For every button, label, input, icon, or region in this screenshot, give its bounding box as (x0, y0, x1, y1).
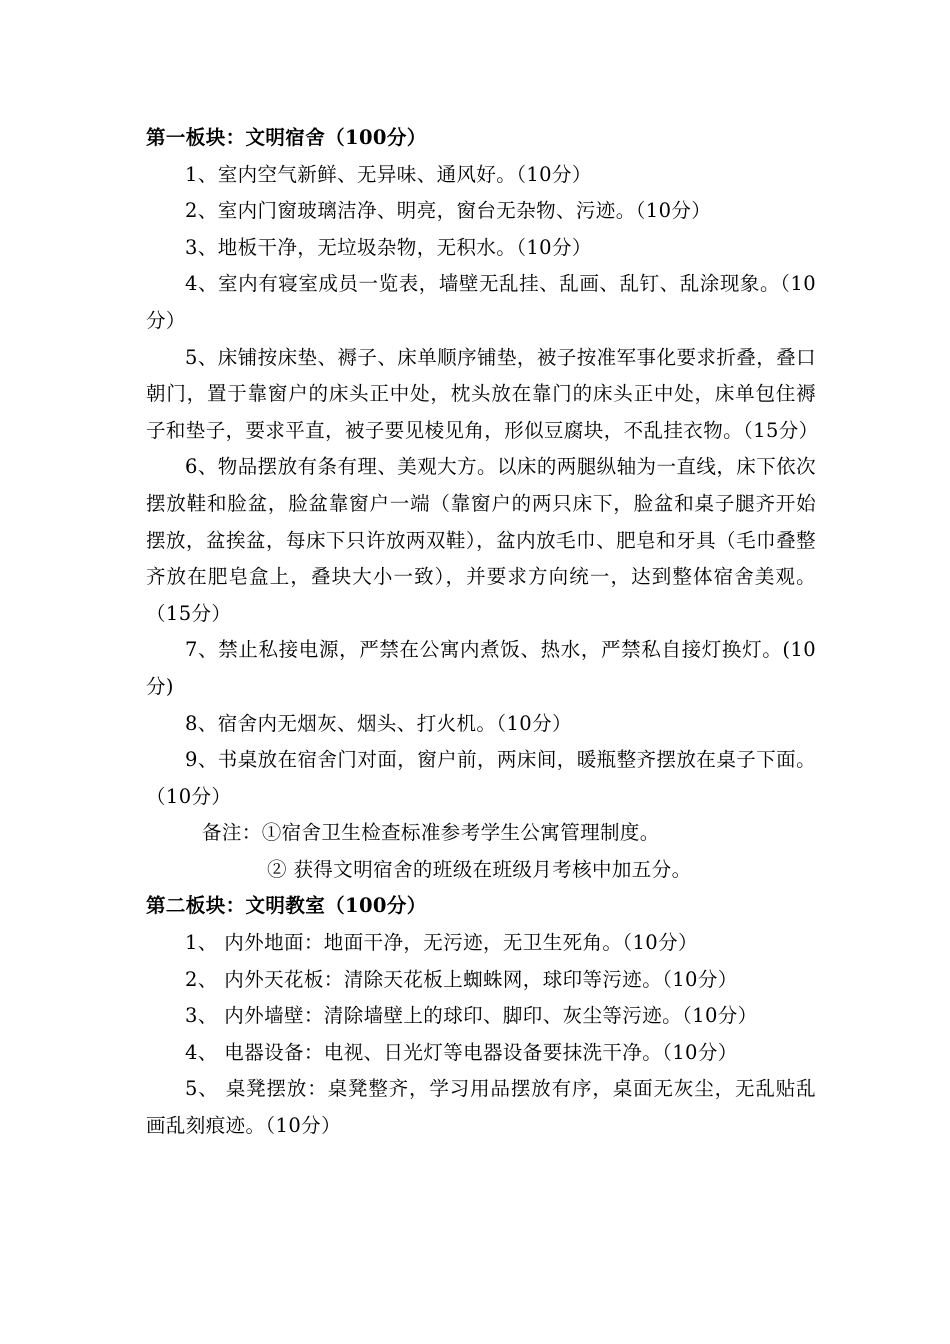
section-1-item-5: 5、床铺按床垫、褥子、床单顺序铺垫，被子按准军事化要求折叠，叠口朝门，置于靠窗户的床头正中处，枕头放在靠门的床头正中处，床单包住褥子和垫子，要求平直，被子要见棱见角，形似豆腐块，不乱挂衣物。（15分） (146, 345, 819, 442)
section-1-item-8: 8、宿舍内无烟灰、烟头、打火机。（10分） (185, 711, 572, 735)
section-1-item-4: 4、室内有寝室成员一览表，墙壁无乱挂、乱画、乱钉、乱涂现象。（10分） (146, 272, 816, 332)
section-2-item-4: 4、 电器设备：电视、日光灯等电器设备要抹洗干净。（10分） (185, 1040, 738, 1064)
section-1-item-2: 2、室内门窗玻璃洁净、明亮，窗台无杂物、污迹。（10分） (185, 199, 712, 223)
section-2-item-5: 5、 桌凳摆放：桌凳整齐，学习用品摆放有序，桌面无灰尘，无乱贴乱画乱刻痕迹。（10分） (146, 1077, 816, 1138)
section-2-item-2: 2、 内外天花板：清除天花板上蜘蛛网，球印等污迹。（10分） (185, 967, 738, 991)
section-2-item-1: 1、 内外地面：地面干净，无污迹，无卫生死角。（10分） (185, 931, 698, 955)
section-1-title: 第一板块：文明宿舍（100分） (146, 126, 427, 149)
document-page (146, 120, 819, 1145)
section-1-note-2: ② 获得文明宿舍的班级在班级月考核中加五分。 (267, 857, 692, 881)
section-2-title: 第二板块：文明教室（100分） (146, 894, 427, 918)
section-1-item-7: 7、禁止私接电源，严禁在公寓内煮饭、热水，严禁私自接灯换灯。(10分) (146, 638, 816, 698)
section-1-item-6: 6、物品摆放有条有理、美观大方。以床的两腿纵轴为一直线，床下依次摆放鞋和脸盆，脸盆靠窗户一端（靠窗户的两只床下，脸盆和桌子腿齐开始摆放，盆挨盆，每床下只许放两双鞋），盆内放毛巾、肥皂和牙具（毛巾叠整齐放在肥皂盒上，叠块大小一致），并要求方向统一，达到整体宿舍美观。（15分） (146, 455, 816, 625)
section-1-item-3: 3、地板干净，无垃圾杂物，无积水。（10分） (185, 235, 592, 259)
section-1-note-1: 备注：①宿舍卫生检查标准参考学生公寓管理制度。 (202, 821, 660, 845)
section-2-item-3: 3、 内外墙壁：清除墙壁上的球印、脚印、灰尘等污迹。（10分） (185, 1004, 758, 1028)
section-1-item-9: 9、书桌放在宿舍门对面，窗户前，两床间，暖瓶整齐摆放在桌子下面。（10分） (146, 748, 816, 808)
section-1-item-1: 1、室内空气新鲜、无异味、通风好。（10分） (185, 162, 592, 186)
